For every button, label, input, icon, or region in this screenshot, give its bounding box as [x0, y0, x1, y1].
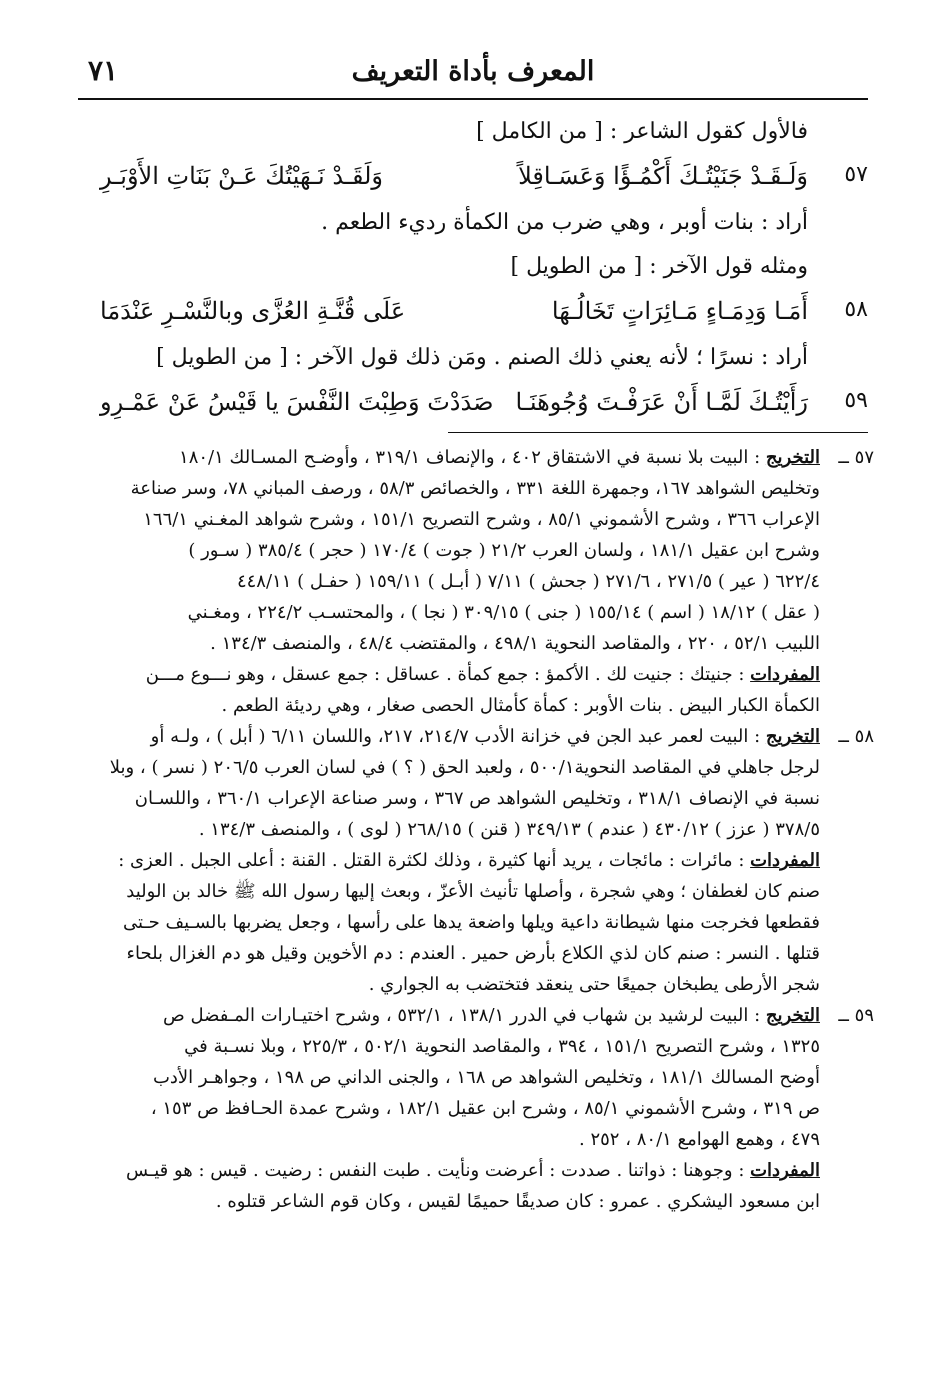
footnote-line: لرجل جاهلي في المقاصد النحوية٥٠٠/١ ، ولعبد الحق ( ؟ ) في لسان العرب ٢٠٦/٥ ( نسر ) ، وبلا [109, 757, 820, 778]
takhrij-label: التخريج [765, 726, 820, 747]
verse-second-hemistich: عَلَى قُنَّـةِ العُزَّى وبالنَّسْـرِ عَنْدَمَا [100, 297, 406, 325]
footnote-line: وتخليص الشواهد ١٦٧، وجمهرة اللغة ٣٣١ ، والخصائص ٥٨/٣ ، ورصف المباني ٧٨، وسر صناعة [130, 478, 820, 499]
takhrij-label: التخريج [765, 447, 820, 468]
footnote-line: الكمأة الكبار البيض . بنات الأوبر : كمأة كأمثال الحصى صغار ، وهي رديئة الطعم . [221, 695, 820, 716]
footnote-line: شجر الأرطى يطبخان جميعًا حتى ينعقد فتختضب به الجواري . [368, 974, 820, 995]
footnote-number: ٥٧ ــ [838, 447, 874, 468]
verse-58 [100, 289, 868, 336]
footnotes [98, 442, 874, 1217]
verse-first-hemistich: أَمَـا وَدِمَـاءٍ مَـائِرَاتٍ تَخَالُـهَا [551, 297, 808, 325]
footnote-text: وجوهنا : ذواتنا . صددت : أعرضت ونأيت . طبت النفس : رضيت . قيس : هو قيـس [126, 1160, 733, 1181]
header-title: المعرف بأداة التعريف [351, 56, 595, 87]
footnote-line: الإعراب ٣٦٦ ، وشرح الأشموني ٨٥/١ ، وشرح التصريح ١٥١/١ ، وشرح شواهد المغـني ١٦٦/١ [143, 509, 820, 530]
verse-number: ٥٧ [844, 162, 868, 187]
footnote-58 [98, 721, 874, 1000]
footnote-line: التخريج : البيت بلا نسبة في الاشتقاق ٤٠٢ ، والإنصاف ٣١٩/١ ، وأوضـح المسـالك ١٨٠/١ [179, 447, 820, 468]
takhrij-label: التخريج [765, 1005, 820, 1026]
verse-number: ٥٨ [844, 297, 868, 322]
footnote-line: اللبيب ٥٢/١ ، ٢٢٠ ، والمقاصد النحوية ٤٩٨/١ ، والمقتضب ٤٨/٤ ، والمنصف ١٣٤/٣ . [210, 633, 820, 654]
gloss-line: أراد : بنات أوبر ، وهي ضرب من الكمأة رديء الطعم . [321, 210, 808, 235]
footnote-line: التخريج : البيت لرشيد بن شهاب في الدرر ١٣٨/١ ، ٥٣٢/١ ، وشرح اختيـارات المـفضل ص [163, 1005, 820, 1026]
footnote-line: وشرح ابن عقيل ١٨١/١ ، ولسان العرب ٢١/٢ ( جوت ) ١٧٠/٤ ( حجر ) ٣٨٥/٤ ( سـور ) [188, 540, 820, 561]
intro-line: فالأول كقول الشاعر : [ من الكامل ] [476, 119, 808, 144]
footnote-line: نسبة في الإنصاف ٣١٨/١ ، وتخليص الشواهد ص ٣٦٧ ، وسر صناعة الإعراب ٣٦٠/١ ، واللسـان [134, 788, 820, 809]
intro-line: ومثله قول الآخر : [ من الطويل ] [510, 254, 808, 279]
footnote-number: ٥٩ ــ [838, 1005, 874, 1026]
footnote-line: التخريج : البيت لعمر عبد الجن في خزانة الأدب ٢١٤/٧، ٢١٧، واللسان ٦/١١ ( أبل ) ، ولـه أو [150, 726, 820, 747]
footnote-line: المفردات : مائرات : مائجات ، يريد أنها كثيرة ، وذلك لكثرة القتل . القنة : أعلى الجبل . العزى : [118, 850, 820, 871]
footnote-separator [448, 432, 868, 433]
footnote-line: فقطعها فخرجت منها شيطانة داعية ويلها واضعة يدها على رأسها ، وجعل يضربها بالسـيف حـتى [122, 912, 820, 933]
footnote-line: ٤٧٩ ، وهمع الهوامع ٨٠/١ ، ٢٥٢ . [579, 1129, 820, 1150]
verse-first-hemistich: وَلَـقَـدْ جَنَيْتُـكَ أَكْمُـؤًا وَعَسَـاقِلاً [518, 162, 808, 190]
footnote-line: أوضح المسالك ١٨١/١ ، وتخليص الشواهد ص ١٦٨ ، والجنى الداني ص ١٩٨ ، وجواهـر الأدب [152, 1067, 820, 1088]
footnote-text: البيت لرشيد بن شهاب في الدرر ١٣٨/١ ، ٥٣٢/١ ، وشرح اختيـارات المـفضل ص [163, 1005, 749, 1026]
footnote-57 [98, 442, 874, 721]
footnote-text: مائرات : مائجات ، يريد أنها كثيرة ، وذلك لكثرة القتل . القنة : أعلى الجبل . العزى : [118, 850, 733, 871]
footnote-text: البيت لعمر عبد الجن في خزانة الأدب ٢١٤/٧، ٢١٧، واللسان ٦/١١ ( أبل ) ، ولـه أو [150, 726, 749, 747]
footnote-text: البيت بلا نسبة في الاشتقاق ٤٠٢ ، والإنصاف ٣١٩/١ ، وأوضـح المسـالك ١٨٠/١ [179, 447, 749, 468]
verse-59 [100, 380, 868, 427]
footnote-line: ابن مسعود اليشكري . عمرو : كان صديقًا حميمًا لقيس ، وكان قوم الشاعر قتلوه . [215, 1191, 820, 1212]
footnote-line: ( عقل ) ١٨/١٢ ( اسم ) ١٥٥/١٤ ( جنى ) ٣٠٩/١٥ ( نجا ) ، والمحتسـب ٢٢٤/٢ ، ومغـني [187, 602, 820, 623]
footnote-text: جنيتك : جنيت لك . الأكمؤ : جمع كمأة . عساقل : جمع عسقل ، وهو نـــوع مـــن [145, 664, 733, 685]
verse-second-hemistich: وَلَقَـدْ نَـهَيْتُكَ عَـنْ بَنَاتِ الأَوْبَـرِ [100, 162, 384, 190]
gloss-line: أراد : نسرًا ؛ لأنه يعني ذلك الصنم . ومَن ذلك قول الآخر : [ من الطويل ] [156, 345, 808, 370]
mufradat-label: المفردات [750, 1160, 820, 1181]
running-header [78, 50, 868, 100]
footnote-line: المفردات : جنيتك : جنيت لك . الأكمؤ : جمع كمأة . عساقل : جمع عسقل ، وهو نـــوع مـــن [145, 664, 820, 685]
footnote-line: قتلها . النسر : صنم كان لذي الكلاع بأرض حمير . العندم : دم الأخوين وقيل هو دم الغزال بلحاء [126, 943, 820, 964]
footnote-line: ١٣٢٥ ، وشرح التصريح ١٥١/١ ، ٣٩٤ ، والمقاصد النحوية ٥٠٢/١ ، ٢٢٥/٣ ، وبلا نسـبة في [184, 1036, 820, 1057]
mufradat-label: المفردات [750, 850, 820, 871]
verse-57 [100, 154, 868, 201]
verse-second-hemistich: صَدَدْتَ وَطِبْتَ النَّفْسَ يا قَيْسُ عَنْ عَمْـرِو [100, 388, 494, 416]
verse-number: ٥٩ [844, 388, 868, 413]
verse-first-hemistich: رَأَيْتُـكَ لَمَّـا أَنْ عَرَفْـتَ وُجُوهَنَـا [515, 388, 808, 416]
footnote-number: ٥٨ ــ [838, 726, 874, 747]
footnote-line: ص ٣١٩ ، وشرح الأشموني ٨٥/١ ، وشرح ابن عقيل ١٨٢/١ ، وشرح عمدة الحـافظ ص ١٥٣ ، [150, 1098, 820, 1119]
footnote-line: المفردات : وجوهنا : ذواتنا . صددت : أعرضت ونأيت . طبت النفس : رضيت . قيس : هو قيـس [126, 1160, 820, 1181]
footnote-line: صنم كان لغطفان ؛ وهي شجرة ، وأصلها تأنيث الأعزّ ، وبعث إليها رسول الله ﷺ خالد بن الوليد [126, 881, 820, 902]
footnote-59 [98, 1000, 874, 1217]
page-number: ٧١ [88, 54, 119, 87]
main-text [100, 110, 868, 427]
footnote-line: ٣٧٨/٥ ( عزز ) ٤٣٠/١٢ ( عندم ) ٣٤٩/١٣ ( قنن ) ٢٦٨/١٥ ( لوى ) ، والمنصف ١٣٤/٣ . [198, 819, 820, 840]
footnote-line: ٦٢٢/٤ ( عير ) ٢٧١/٥ ، ٢٧١/٦ ( جحش ) ٧/١١ ( أبـل ) ١٥٩/١١ ( حفـل ) ٤٤٨/١١ [236, 571, 820, 592]
mufradat-label: المفردات [750, 664, 820, 685]
